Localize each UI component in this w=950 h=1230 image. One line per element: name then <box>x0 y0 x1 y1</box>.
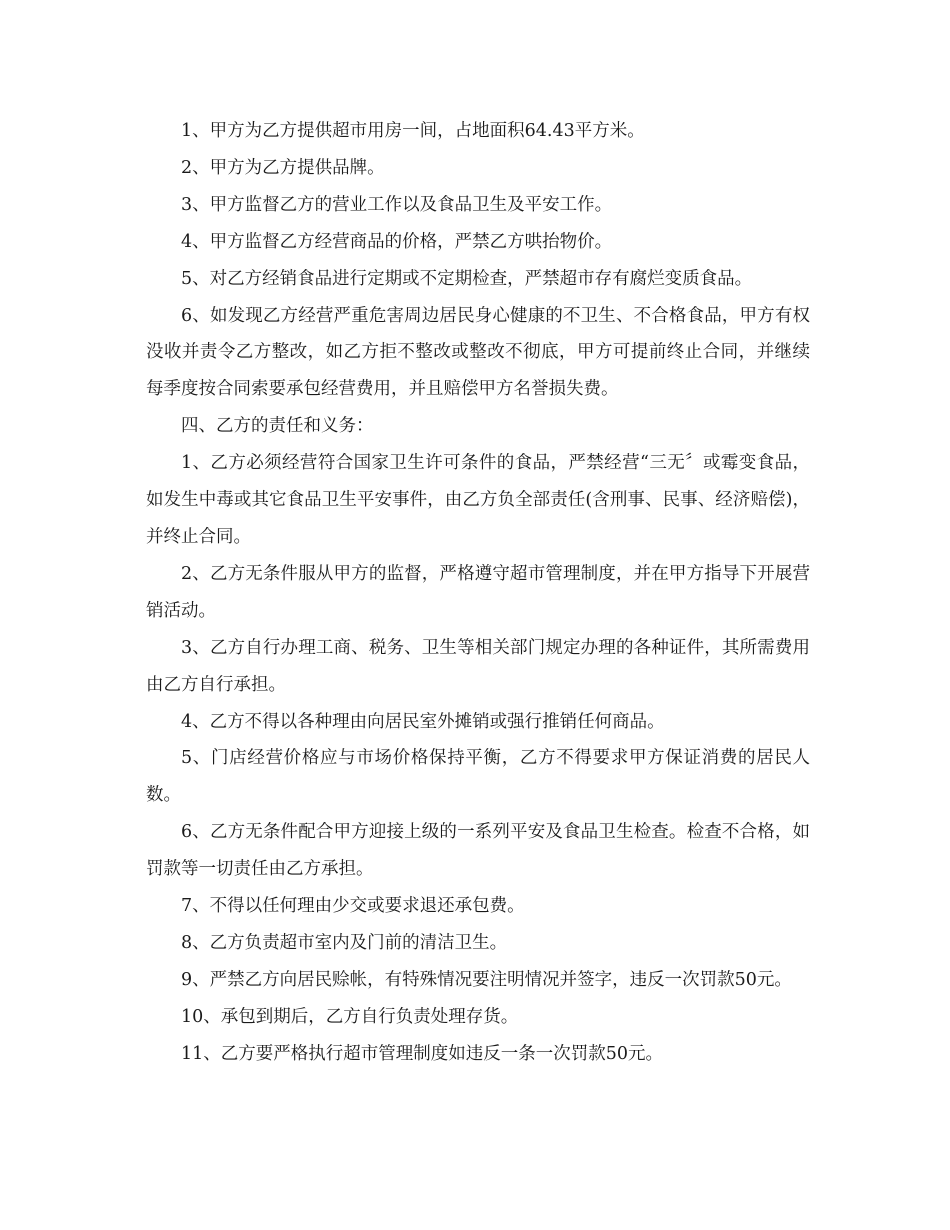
clause-4-pricing: 4、甲方监督乙方经营商品的价格，严禁乙方哄抬物价。 <box>181 231 613 252</box>
clause-6-unsafe-food: 6、如发现乙方经营严重危害周边居民身心健康的不卫生、不合格食品，甲方有权没收并责令乙方整改，如乙方拒不整改或整改不彻底，甲方可提前终止合同，并继续每季度按合同索要承包经营费用，并且赔偿甲方名誉损失费。 <box>146 305 810 400</box>
clause-1-premises: 1、甲方为乙方提供超市用房一间，占地面积64.43平方米。 <box>181 121 645 141</box>
section-heading-party-b-duties: 四、乙方的责任和义务： <box>181 416 374 437</box>
clause-2-brand: 2、甲方为乙方提供品牌。 <box>181 157 385 178</box>
duty-11-management-rules: 11、乙方要严格执行超市管理制度如违反一条一次罚款50元。 <box>181 1043 664 1064</box>
duty-8-cleaning: 8、乙方负责超市室内及门前的清洁卫生。 <box>181 932 508 953</box>
duty-4-no-street-selling: 4、乙方不得以各种理由向居民室外摊销或强行推销任何商品。 <box>181 711 665 732</box>
document-body <box>146 113 810 1073</box>
duty-7-contract-fee: 7、不得以任何理由少交或要求退还承包费。 <box>181 896 525 917</box>
clause-5-inspection: 5、对乙方经销食品进行定期或不定期检查，严禁超市存有腐烂变质食品。 <box>181 268 753 289</box>
duty-6-cooperate-inspections: 6、乙方无条件配合甲方迎接上级的一系列平安及食品卫生检查。检查不合格，如罚款等一切责任由乙方承担。 <box>146 822 810 880</box>
duty-2-obey-supervision: 2、乙方无条件服从甲方的监督，严格遵守超市管理制度，并在甲方指导下开展营销活动。 <box>146 563 810 621</box>
duty-10-inventory: 10、承包到期后，乙方自行负责处理存货。 <box>181 1006 519 1027</box>
duty-9-no-credit: 9、严禁乙方向居民赊帐，有特殊情况要注明情况并签字，违反一次罚款50元。 <box>181 969 792 990</box>
duty-3-certificates: 3、乙方自行办理工商、税务、卫生等相关部门规定办理的各种证件，其所需费用由乙方自行承担。 <box>146 637 810 695</box>
duty-5-price-balance: 5、门店经营价格应与市场价格保持平衡，乙方不得要求甲方保证消费的居民人数。 <box>146 748 810 806</box>
clause-3-supervision: 3、甲方监督乙方的营业工作以及食品卫生及平安工作。 <box>181 194 613 215</box>
duty-1-licensed-food: 1、乙方必须经营符合国家卫生许可条件的食品，严禁经营“三无〞或霉变食品，如发生中毒或其它食品卫生平安事件，由乙方负全部责任(含刑事、民事、经济赔偿)，并终止合同。 <box>146 453 810 547</box>
